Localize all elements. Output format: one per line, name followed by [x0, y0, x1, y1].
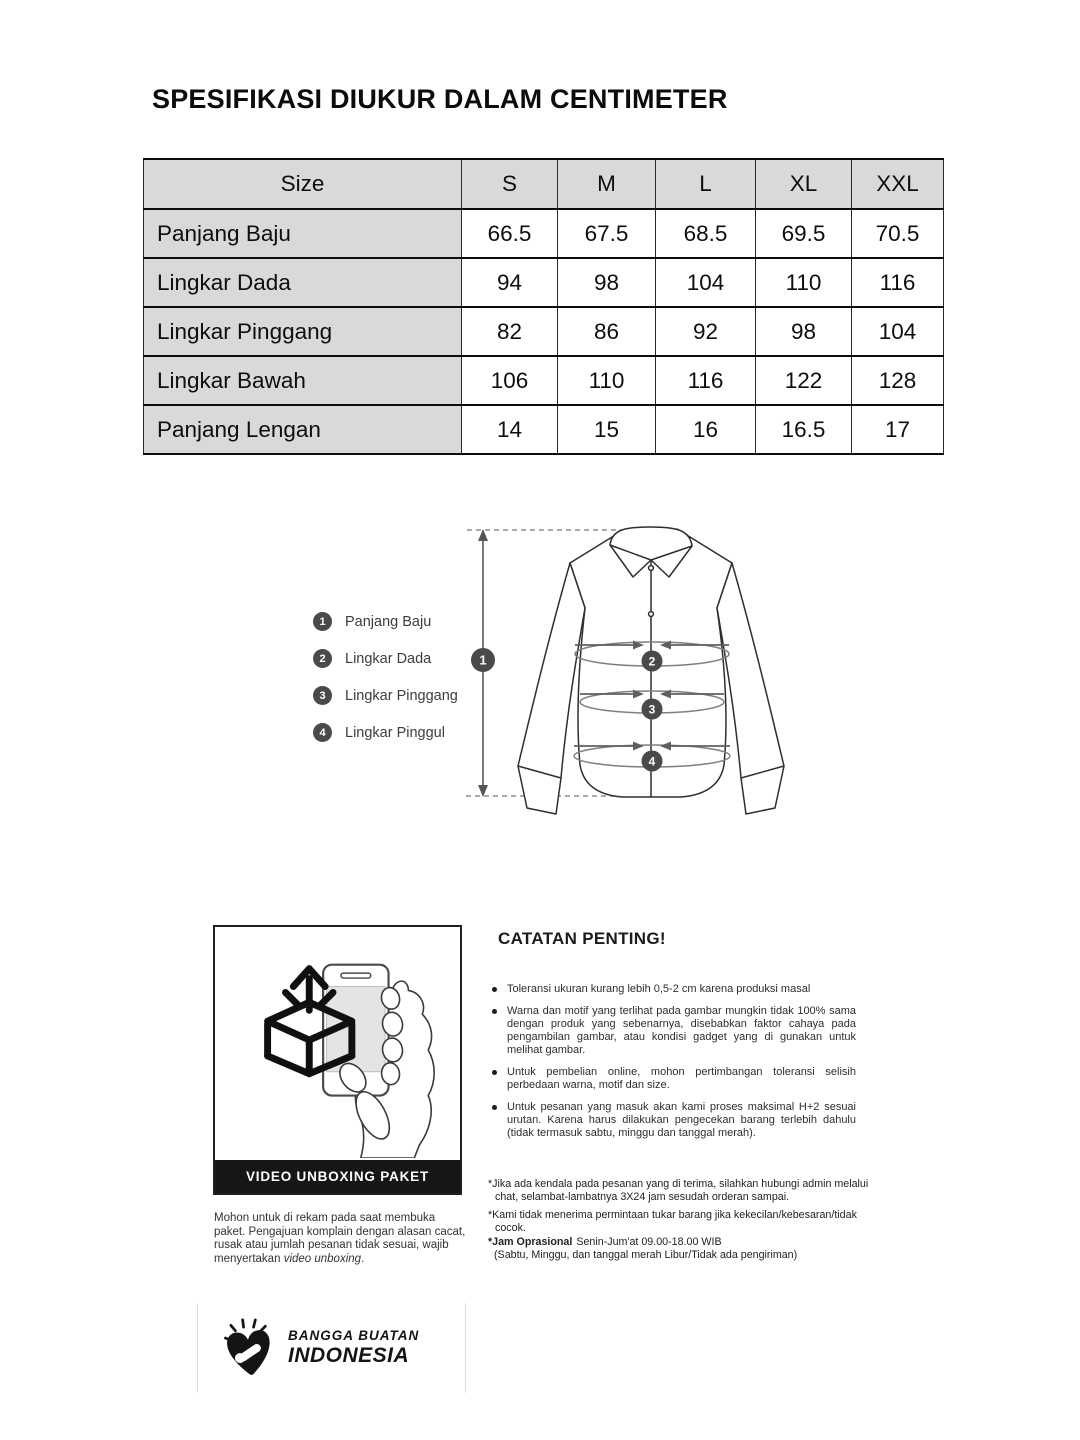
- cell-value: 16.5: [756, 405, 852, 454]
- legend-number-badge: 3: [313, 686, 332, 705]
- shirt-measurement-diagram: [455, 513, 807, 843]
- legend-item-lingkar-dada: [313, 649, 431, 668]
- brand-line1: BANGGA BUATAN: [288, 1328, 420, 1343]
- legend-label: Lingkar Dada: [345, 650, 432, 667]
- unboxing-illustration: [215, 927, 460, 1158]
- col-header-size: Size: [144, 159, 462, 209]
- legend-number-badge: 2: [313, 649, 332, 668]
- list-item: [490, 1101, 856, 1140]
- footnote-hours-label: *Jam Oprasional: [488, 1236, 573, 1248]
- legend-item-lingkar-pinggang: [313, 686, 458, 705]
- cell-value: 86: [558, 307, 656, 356]
- cell-value: 69.5: [756, 209, 852, 258]
- unboxing-note-period: .: [361, 1252, 365, 1265]
- brand-line2: INDONESIA: [288, 1344, 410, 1367]
- table-row: [144, 356, 944, 405]
- cell-value: 82: [462, 307, 558, 356]
- row-label: Lingkar Bawah: [144, 356, 462, 405]
- marker-2: 2: [648, 654, 656, 669]
- size-table-header-row: [144, 159, 944, 209]
- cell-value: 94: [462, 258, 558, 307]
- col-header-xl: XL: [756, 159, 852, 209]
- bullet-text: Untuk pembelian online, mohon pertimbangan toleransi selisih perbedaan warna, motif dan size.: [507, 1066, 856, 1091]
- table-row: [144, 405, 944, 454]
- footnote-complaint: *Jika ada kendala pada pesanan yang di terima, silahkan hubungi admin melalui chat, selambat-lambatnya 3X24 jam sesudah orderan sampai.: [488, 1178, 869, 1203]
- table-row: [144, 307, 944, 356]
- list-item: [490, 983, 856, 996]
- cell-value: 116: [656, 356, 756, 405]
- row-label: Lingkar Dada: [144, 258, 462, 307]
- row-label: Lingkar Pinggang: [144, 307, 462, 356]
- important-notes-list: [490, 983, 856, 1149]
- legend-label: Lingkar Pinggang: [345, 687, 458, 704]
- page-title: SPESIFIKASI DIUKUR DALAM CENTIMETER: [152, 84, 728, 114]
- cell-value: 98: [756, 307, 852, 356]
- table-row: [144, 209, 944, 258]
- cell-value: 68.5: [656, 209, 756, 258]
- row-label: Panjang Lengan: [144, 405, 462, 454]
- legend-label: Lingkar Pinggul: [345, 724, 445, 741]
- cell-value: 14: [462, 405, 558, 454]
- size-table: [143, 158, 944, 455]
- col-header-m: M: [558, 159, 656, 209]
- cell-value: 116: [852, 258, 944, 307]
- cell-value: 70.5: [852, 209, 944, 258]
- bangga-buatan-indonesia-logo-icon: [220, 1316, 278, 1380]
- logo-heart: [226, 1329, 273, 1377]
- list-item: [490, 1005, 856, 1057]
- cell-value: 110: [756, 258, 852, 307]
- marker-4: 4: [648, 754, 656, 769]
- cell-value: 104: [852, 307, 944, 356]
- cell-value: 110: [558, 356, 656, 405]
- legend-item-panjang-baju: [313, 612, 431, 631]
- cell-value: 16: [656, 405, 756, 454]
- footnotes: [488, 1178, 880, 1262]
- cell-value: 104: [656, 258, 756, 307]
- table-row: [144, 258, 944, 307]
- unboxing-banner: VIDEO UNBOXING PAKET: [215, 1160, 460, 1193]
- unboxing-card: [213, 925, 462, 1195]
- list-item: [490, 1066, 856, 1092]
- unboxing-note: [214, 1212, 466, 1266]
- cell-value: 92: [656, 307, 756, 356]
- footnote-exchange: *Kami tidak menerima permintaan tukar barang jika kekecilan/kebesaran/tidak cocok.: [488, 1209, 857, 1234]
- col-header-s: S: [462, 159, 558, 209]
- bullet-text: Warna dan motif yang terlihat pada gambar mungkin tidak 100% sama dengan produk yang sebenarnya, disebabkan faktor cahaya pada pengambilan gambar, atau kondisi gadget yang di gunakan untuk melihat gambar.: [507, 1005, 856, 1056]
- col-header-l: L: [656, 159, 756, 209]
- cell-value: 106: [462, 356, 558, 405]
- legend-label: Panjang Baju: [345, 613, 432, 630]
- footnote-hours-value: Senin-Jum'at 09.00-18.00 WIB: [576, 1236, 722, 1248]
- row-label: Panjang Baju: [144, 209, 462, 258]
- marker-1: 1: [479, 652, 487, 668]
- cell-value: 67.5: [558, 209, 656, 258]
- marker-3: 3: [648, 702, 656, 717]
- legend-number-badge: 1: [313, 612, 332, 631]
- unboxing-note-italic: video unboxing: [283, 1252, 362, 1265]
- important-notes-title: CATATAN PENTING!: [498, 929, 666, 948]
- col-header-xxl: XXL: [852, 159, 944, 209]
- cell-value: 66.5: [462, 209, 558, 258]
- unboxing-note-text: Mohon untuk di rekam pada saat membuka paket. Pengajuan komplain dengan alasan cacat, rusak atau jumlah pesanan tidak sesuai, wajib menyertakan: [214, 1212, 466, 1265]
- cell-value: 122: [756, 356, 852, 405]
- cell-value: 17: [852, 405, 944, 454]
- brand-text: [288, 1328, 419, 1368]
- legend-item-lingkar-pinggul: [313, 723, 445, 742]
- bullet-text: Untuk pesanan yang masuk akan kami proses maksimal H+2 sesuai urutan. Karena harus dilakukan pengecekan barang terlebih dahulu (tidak termasuk sabtu, minggu dan tanggal merah).: [507, 1101, 856, 1139]
- bullet-text: Toleransi ukuran kurang lebih 0,5-2 cm karena produksi masal: [507, 983, 811, 995]
- legend-number-badge: 4: [313, 723, 332, 742]
- brand-card: [197, 1303, 466, 1393]
- cell-value: 15: [558, 405, 656, 454]
- cell-value: 128: [852, 356, 944, 405]
- cell-value: 98: [558, 258, 656, 307]
- footnote-holiday: (Sabtu, Minggu, dan tanggal merah Libur/Tidak ada pengiriman): [494, 1249, 798, 1261]
- footnote-hours: [488, 1236, 880, 1249]
